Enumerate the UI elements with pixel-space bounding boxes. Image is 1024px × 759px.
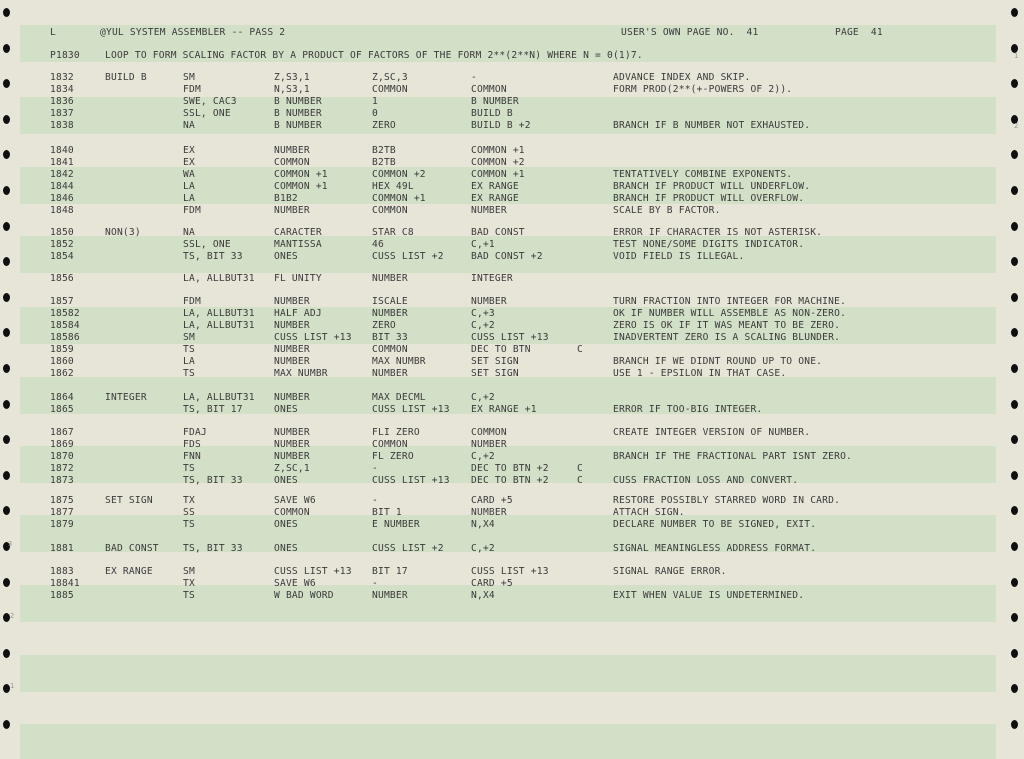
operand-2: B2TB (372, 145, 396, 156)
operand-1: COMMON +1 (274, 181, 328, 192)
operand-3: INTEGER (471, 273, 513, 284)
operand-2: ZERO (372, 120, 396, 131)
line-comment: SIGNAL MEANINGLESS ADDRESS FORMAT. (613, 543, 817, 554)
line-number: 1870 (50, 451, 74, 462)
listing-row (0, 157, 1024, 169)
comment-line-text: LOOP TO FORM SCALING FACTOR BY A PRODUCT OF FACTORS OF THE FORM 2**(2**N) WHERE N = 0(1)7. (105, 50, 643, 61)
operand-3: C,+1 (471, 239, 495, 250)
operand-3: B NUMBER (471, 96, 519, 107)
operand-2: FL ZERO (372, 451, 414, 462)
operand-3: BAD CONST (471, 227, 525, 238)
opcode: FNN (183, 451, 201, 462)
operand-1: MANTISSA (274, 239, 322, 250)
header-line (0, 27, 1024, 39)
operand-1: NUMBER (274, 356, 310, 367)
listing-row (0, 332, 1024, 344)
line-number: 1877 (50, 507, 74, 518)
operand-1: NUMBER (274, 344, 310, 355)
line-number: 1869 (50, 439, 74, 450)
operand-3: DEC TO BTN (471, 344, 531, 355)
line-number: 1854 (50, 251, 74, 262)
line-number: 1875 (50, 495, 74, 506)
opcode: SM (183, 72, 195, 83)
listing-row (0, 519, 1024, 531)
operand-1: B NUMBER (274, 96, 322, 107)
operand-2: NUMBER (372, 368, 408, 379)
opcode: FDM (183, 296, 201, 307)
operand-3: NUMBER (471, 205, 507, 216)
listing-row (0, 251, 1024, 263)
symbol-label: BUILD B (105, 72, 147, 83)
operand-1: CARACTER (274, 227, 322, 238)
operand-1: FL UNITY (274, 273, 322, 284)
line-comment: BRANCH IF B NUMBER NOT EXHAUSTED. (613, 120, 811, 131)
line-number: 1856 (50, 273, 74, 284)
line-comment: EXIT WHEN VALUE IS UNDETERMINED. (613, 590, 805, 601)
own-page-number: USER'S OWN PAGE NO. 41 (621, 27, 759, 38)
green-bar (20, 724, 996, 759)
symbol-label: SET SIGN (105, 495, 153, 506)
opcode: TS (183, 590, 195, 601)
operand-3: COMMON +1 (471, 145, 525, 156)
line-comment: BRANCH IF WE DIDNT ROUND UP TO ONE. (613, 356, 823, 367)
opcode: TS, BIT 33 (183, 475, 243, 486)
line-number: 1862 (50, 368, 74, 379)
opcode: FDS (183, 439, 201, 450)
symbol-label: NON(3) (105, 227, 141, 238)
line-number: 1859 (50, 344, 74, 355)
sprocket-hole (1011, 684, 1018, 693)
line-number: 1857 (50, 296, 74, 307)
comment-line (0, 50, 1024, 62)
operand-1: SAVE W6 (274, 578, 316, 589)
operand-1: NUMBER (274, 439, 310, 450)
listing-row (0, 392, 1024, 404)
opcode: EX (183, 145, 195, 156)
line-number: 1881 (50, 543, 74, 554)
listing-row (0, 193, 1024, 205)
opcode: SSL, ONE (183, 108, 231, 119)
operand-3: NUMBER (471, 507, 507, 518)
opcode: FDM (183, 84, 201, 95)
line-number: 18582 (50, 308, 80, 319)
opcode: SM (183, 332, 195, 343)
sprocket-hole (1011, 8, 1018, 17)
sprocket-hole (3, 613, 10, 622)
operand-1: NUMBER (274, 392, 310, 403)
opcode: FDAJ (183, 427, 207, 438)
operand-1: B1B2 (274, 193, 298, 204)
listing-row (0, 273, 1024, 285)
listing-row (0, 320, 1024, 332)
operand-3: EX RANGE +1 (471, 404, 537, 415)
listing-row (0, 463, 1024, 475)
listing-row (0, 108, 1024, 120)
operand-3: NUMBER (471, 439, 507, 450)
operand-3: BUILD B (471, 108, 513, 119)
line-comment: CREATE INTEGER VERSION OF NUMBER. (613, 427, 811, 438)
operand-2: 1 (372, 96, 378, 107)
listing-row (0, 495, 1024, 507)
line-number: 1852 (50, 239, 74, 250)
operand-3: C,+2 (471, 320, 495, 331)
operand-3: COMMON (471, 84, 507, 95)
page-number: PAGE 41 (835, 27, 883, 38)
operand-2: 46 (372, 239, 384, 250)
margin-mark: 2 (10, 612, 15, 620)
operand-2: CUSS LIST +2 (372, 251, 444, 262)
line-comment: ZERO IS OK IF IT WAS MEANT TO BE ZERO. (613, 320, 841, 331)
operand-3: N,X4 (471, 519, 495, 530)
listing-row (0, 145, 1024, 157)
opcode: SSL, ONE (183, 239, 231, 250)
line-number: 1846 (50, 193, 74, 204)
line-comment: USE 1 - EPSILON IN THAT CASE. (613, 368, 787, 379)
sprocket-hole (1011, 649, 1018, 658)
operand-1: N,S3,1 (274, 84, 310, 95)
operand-2: ZERO (372, 320, 396, 331)
operand-3: NUMBER (471, 296, 507, 307)
line-comment: BRANCH IF THE FRACTIONAL PART ISNT ZERO. (613, 451, 853, 462)
operand-1: ONES (274, 543, 298, 554)
line-comment: OK IF NUMBER WILL ASSEMBLE AS NON-ZERO. (613, 308, 847, 319)
line-comment: TENTATIVELY COMBINE EXPONENTS. (613, 169, 793, 180)
listing-row (0, 507, 1024, 519)
operand-2: MAX NUMBR (372, 356, 426, 367)
line-number: 1844 (50, 181, 74, 192)
line-comment: SIGNAL RANGE ERROR. (613, 566, 727, 577)
line-number: 1848 (50, 205, 74, 216)
line-number: 1840 (50, 145, 74, 156)
operand-2: NUMBER (372, 590, 408, 601)
listing-row (0, 368, 1024, 380)
operand-2: NUMBER (372, 308, 408, 319)
operand-2: CUSS LIST +13 (372, 475, 450, 486)
operand-1: SAVE W6 (274, 495, 316, 506)
sprocket-hole (1011, 613, 1018, 622)
listing-row (0, 427, 1024, 439)
listing-row (0, 181, 1024, 193)
opcode: FDM (183, 205, 201, 216)
listing-row (0, 308, 1024, 320)
operand-2: COMMON (372, 205, 408, 216)
opcode: TS (183, 519, 195, 530)
operand-3: EX RANGE (471, 181, 519, 192)
operand-3: SET SIGN (471, 368, 519, 379)
line-number: 18584 (50, 320, 80, 331)
operand-3: C,+3 (471, 308, 495, 319)
line-number: 1885 (50, 590, 74, 601)
listing-row (0, 404, 1024, 416)
operand-1: CUSS LIST +13 (274, 332, 352, 343)
operand-2: Z,SC,3 (372, 72, 408, 83)
listing-row (0, 205, 1024, 217)
operand-1: ONES (274, 404, 298, 415)
line-number: 1842 (50, 169, 74, 180)
operand-3: EX RANGE (471, 193, 519, 204)
opcode: LA, ALLBUT31 (183, 273, 255, 284)
operand-1: COMMON (274, 157, 310, 168)
line-comment: ATTACH SIGN. (613, 507, 685, 518)
operand-3: C,+2 (471, 392, 495, 403)
operand-3: C,+2 (471, 543, 495, 554)
operand-1: NUMBER (274, 296, 310, 307)
line-number: 1834 (50, 84, 74, 95)
operand-3: N,X4 (471, 590, 495, 601)
operand-2: COMMON +1 (372, 193, 426, 204)
opcode: TS, BIT 33 (183, 251, 243, 262)
sprocket-hole (3, 8, 10, 17)
operand-1: NUMBER (274, 451, 310, 462)
line-comment: BRANCH IF PRODUCT WILL OVERFLOW. (613, 193, 805, 204)
listing-row (0, 96, 1024, 108)
operand-2: BIT 1 (372, 507, 402, 518)
line-number: 1864 (50, 392, 74, 403)
line-number: 1836 (50, 96, 74, 107)
opcode: TX (183, 578, 195, 589)
operand-3: COMMON +1 (471, 169, 525, 180)
operand-2: B2TB (372, 157, 396, 168)
line-comment: BRANCH IF PRODUCT WILL UNDERFLOW. (613, 181, 811, 192)
opcode: LA, ALLBUT31 (183, 320, 255, 331)
operand-2: COMMON (372, 84, 408, 95)
line-number: 1832 (50, 72, 74, 83)
operand-3: - (471, 72, 477, 83)
opcode: EX (183, 157, 195, 168)
line-number: 1838 (50, 120, 74, 131)
line-number: 18586 (50, 332, 80, 343)
green-bar (20, 655, 996, 692)
symbol-label: BAD CONST (105, 543, 159, 554)
listing-row (0, 543, 1024, 555)
continuation-mark: C (577, 475, 583, 486)
header-letter: L (50, 27, 56, 38)
continuation-mark: C (577, 463, 583, 474)
listing-row (0, 578, 1024, 590)
operand-2: COMMON +2 (372, 169, 426, 180)
opcode: LA, ALLBUT31 (183, 308, 255, 319)
listing-row (0, 344, 1024, 356)
operand-1: ONES (274, 519, 298, 530)
listing-row (0, 566, 1024, 578)
operand-3: SET SIGN (471, 356, 519, 367)
sprocket-hole (3, 684, 10, 693)
symbol-label: INTEGER (105, 392, 147, 403)
operand-2: STAR C8 (372, 227, 414, 238)
operand-1: Z,SC,1 (274, 463, 310, 474)
operand-1: B NUMBER (274, 108, 322, 119)
page-title: @YUL SYSTEM ASSEMBLER -- PASS 2 (100, 27, 286, 38)
line-number: 1872 (50, 463, 74, 474)
line-comment: ERROR IF CHARACTER IS NOT ASTERISK. (613, 227, 823, 238)
line-number: 1879 (50, 519, 74, 530)
line-comment: FORM PROD(2**(+-POWERS OF 2)). (613, 84, 793, 95)
line-comment: TURN FRACTION INTO INTEGER FOR MACHINE. (613, 296, 847, 307)
operand-1: CUSS LIST +13 (274, 566, 352, 577)
sprocket-hole (1011, 720, 1018, 729)
operand-1: ONES (274, 251, 298, 262)
line-comment: TEST NONE/SOME DIGITS INDICATOR. (613, 239, 805, 250)
line-number: 1850 (50, 227, 74, 238)
line-number: 1837 (50, 108, 74, 119)
line-comment: RESTORE POSSIBLY STARRED WORD IN CARD. (613, 495, 841, 506)
margin-mark: 3 (8, 540, 13, 548)
line-comment: ERROR IF TOO-BIG INTEGER. (613, 404, 763, 415)
operand-3: BAD CONST +2 (471, 251, 543, 262)
listing-row (0, 590, 1024, 602)
operand-2: HEX 49L (372, 181, 414, 192)
line-number: 1841 (50, 157, 74, 168)
operand-1: Z,S3,1 (274, 72, 310, 83)
operand-2: FLI ZERO (372, 427, 420, 438)
operand-3: COMMON (471, 427, 507, 438)
opcode: TS (183, 344, 195, 355)
listing-row (0, 239, 1024, 251)
operand-1: NUMBER (274, 145, 310, 156)
opcode: SS (183, 507, 195, 518)
listing-row (0, 169, 1024, 181)
operand-2: ISCALE (372, 296, 408, 307)
listing-row (0, 296, 1024, 308)
operand-3: CUSS LIST +13 (471, 566, 549, 577)
operand-2: COMMON (372, 439, 408, 450)
operand-3: DEC TO BTN +2 (471, 463, 549, 474)
line-comment: ADVANCE INDEX AND SKIP. (613, 72, 751, 83)
opcode: LA (183, 181, 195, 192)
sprocket-hole (3, 649, 10, 658)
operand-2: - (372, 495, 378, 506)
operand-2: E NUMBER (372, 519, 420, 530)
operand-3: DEC TO BTN +2 (471, 475, 549, 486)
operand-2: COMMON (372, 344, 408, 355)
listing-row (0, 227, 1024, 239)
operand-2: MAX DECML (372, 392, 426, 403)
symbol-label: EX RANGE (105, 566, 153, 577)
line-number: 18841 (50, 578, 80, 589)
line-number: 1860 (50, 356, 74, 367)
listing-row (0, 356, 1024, 368)
operand-3: C,+2 (471, 451, 495, 462)
opcode: TS, BIT 17 (183, 404, 243, 415)
opcode: SWE, CAC3 (183, 96, 237, 107)
listing-row (0, 72, 1024, 84)
line-number: 1865 (50, 404, 74, 415)
line-comment: VOID FIELD IS ILLEGAL. (613, 251, 745, 262)
operand-2: CUSS LIST +2 (372, 543, 444, 554)
listing-row (0, 451, 1024, 463)
opcode: NA (183, 227, 195, 238)
line-number: 1883 (50, 566, 74, 577)
operand-3: BUILD B +2 (471, 120, 531, 131)
margin-mark: 1 (1014, 52, 1019, 60)
operand-3: CARD +5 (471, 578, 513, 589)
operand-1: NUMBER (274, 427, 310, 438)
sprocket-hole (3, 720, 10, 729)
opcode: WA (183, 169, 195, 180)
continuation-mark: C (577, 344, 583, 355)
operand-1: COMMON (274, 507, 310, 518)
line-comment: INADVERTENT ZERO IS A SCALING BLUNDER. (613, 332, 841, 343)
operand-2: - (372, 463, 378, 474)
operand-3: CUSS LIST +13 (471, 332, 549, 343)
operand-1: COMMON +1 (274, 169, 328, 180)
operand-1: HALF ADJ (274, 308, 322, 319)
line-number: 1873 (50, 475, 74, 486)
operand-1: MAX NUMBR (274, 368, 328, 379)
line-comment: SCALE BY B FACTOR. (613, 205, 721, 216)
listing-row (0, 84, 1024, 96)
line-number: 1867 (50, 427, 74, 438)
comment-line-number: P1830 (50, 50, 80, 61)
operand-3: CARD +5 (471, 495, 513, 506)
margin-mark: 1 (10, 682, 15, 690)
opcode: LA, ALLBUT31 (183, 392, 255, 403)
listing-row (0, 439, 1024, 451)
operand-2: CUSS LIST +13 (372, 404, 450, 415)
opcode: TX (183, 495, 195, 506)
operand-2: 0 (372, 108, 378, 119)
operand-3: COMMON +2 (471, 157, 525, 168)
operand-1: W BAD WORD (274, 590, 334, 601)
operand-1: B NUMBER (274, 120, 322, 131)
line-comment: CUSS FRACTION LOSS AND CONVERT. (613, 475, 799, 486)
operand-2: - (372, 578, 378, 589)
margin-mark: 2 (1014, 122, 1019, 130)
operand-2: BIT 17 (372, 566, 408, 577)
listing-row (0, 475, 1024, 487)
opcode: TS, BIT 33 (183, 543, 243, 554)
opcode: NA (183, 120, 195, 131)
operand-1: NUMBER (274, 320, 310, 331)
operand-1: NUMBER (274, 205, 310, 216)
opcode: LA (183, 356, 195, 367)
listing-row (0, 120, 1024, 132)
operand-2: BIT 33 (372, 332, 408, 343)
opcode: SM (183, 566, 195, 577)
operand-2: NUMBER (372, 273, 408, 284)
opcode: TS (183, 368, 195, 379)
operand-1: ONES (274, 475, 298, 486)
line-comment: DECLARE NUMBER TO BE SIGNED, EXIT. (613, 519, 817, 530)
opcode: LA (183, 193, 195, 204)
opcode: TS (183, 463, 195, 474)
